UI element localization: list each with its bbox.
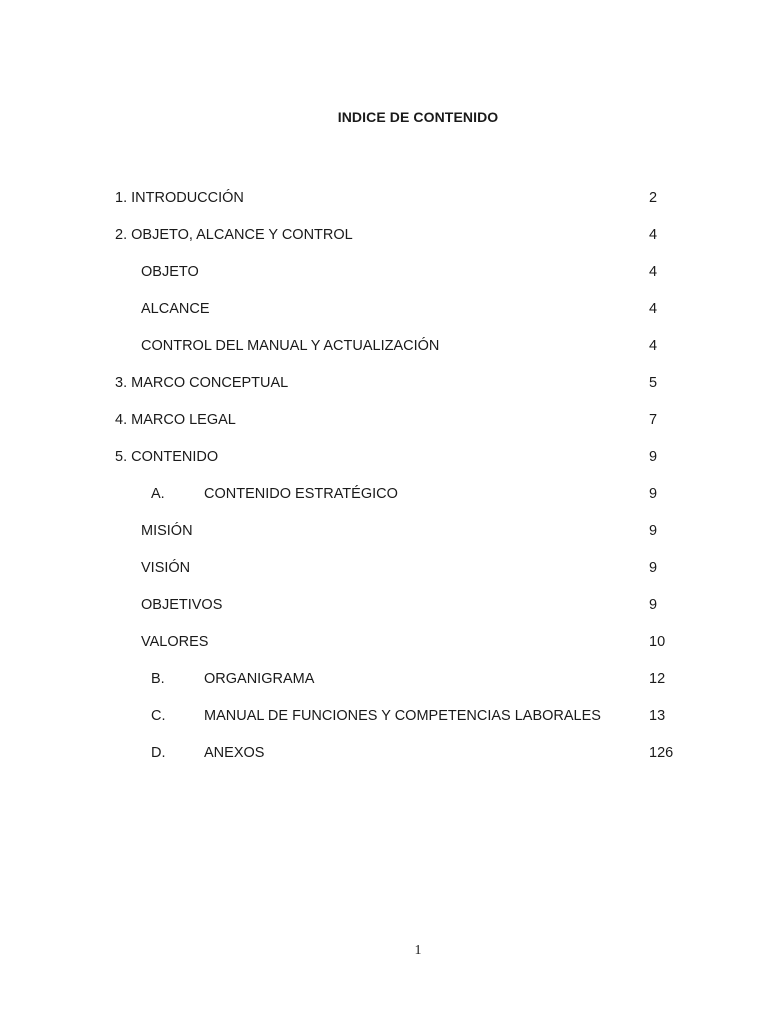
toc-entry-objeto[interactable]: [0, 264, 768, 284]
toc-entry-letter: C.: [151, 708, 166, 724]
toc-entry-valores[interactable]: [0, 634, 768, 654]
toc-entry-page: 7: [649, 412, 658, 428]
toc-entry-page: 2: [649, 190, 658, 206]
toc-entry-label: 5. CONTENIDO: [115, 449, 219, 465]
toc-entry-letter: A.: [151, 486, 165, 502]
toc-entry-marco-legal[interactable]: [0, 412, 768, 432]
toc-entry-label: 4. MARCO LEGAL: [115, 412, 236, 428]
toc-entry-objeto-alcance-control[interactable]: [0, 227, 768, 247]
page-title: INDICE DE CONTENIDO: [337, 109, 499, 125]
toc-entry-letter: D.: [151, 745, 166, 761]
toc-entry-label: 1. INTRODUCCIÓN: [115, 190, 244, 206]
toc-entry-label: CONTENIDO ESTRATÉGICO: [204, 486, 398, 502]
toc-entry-control-manual[interactable]: [0, 338, 768, 358]
toc-entry-page: 4: [649, 264, 658, 280]
toc-entry-label: ALCANCE: [141, 301, 210, 317]
toc-entry-page: 9: [649, 523, 658, 539]
toc-entry-introduccion[interactable]: [0, 190, 768, 210]
toc-entry-label: VISIÓN: [141, 560, 191, 576]
toc-entry-organigrama[interactable]: [0, 671, 768, 691]
toc-entry-label: ORGANIGRAMA: [204, 671, 315, 687]
toc-entry-contenido-estrategico[interactable]: [0, 486, 768, 506]
toc-entry-objetivos[interactable]: [0, 597, 768, 617]
toc-entry-label: 2. OBJETO, ALCANCE Y CONTROL: [115, 227, 353, 243]
toc-entry-vision[interactable]: [0, 560, 768, 580]
toc-entry-label: MISIÓN: [141, 523, 193, 539]
toc-entry-label: 3. MARCO CONCEPTUAL: [115, 375, 289, 391]
toc-entry-marco-conceptual[interactable]: [0, 375, 768, 395]
toc-entry-page: 9: [649, 486, 658, 502]
toc-entry-page: 9: [649, 560, 658, 576]
toc-entry-manual-funciones[interactable]: [0, 708, 768, 728]
toc-entry-page: 4: [649, 301, 658, 317]
toc-entry-page: 4: [649, 338, 658, 354]
toc-entry-label: MANUAL DE FUNCIONES Y COMPETENCIAS LABORALES: [204, 708, 601, 724]
toc-entry-page: 9: [649, 597, 658, 613]
toc-entry-label: CONTROL DEL MANUAL Y ACTUALIZACIÓN: [141, 338, 440, 354]
toc-entry-label: ANEXOS: [204, 745, 265, 761]
toc-entry-page: 9: [649, 449, 658, 465]
toc-entry-page: 12: [649, 671, 666, 687]
toc-entry-letter: B.: [151, 671, 165, 687]
toc-entry-label: OBJETIVOS: [141, 597, 223, 613]
toc-entry-page: 4: [649, 227, 658, 243]
toc-entry-page: 5: [649, 375, 658, 391]
toc-entry-label: VALORES: [141, 634, 209, 650]
toc-entry-page: 10: [649, 634, 666, 650]
toc-entry-contenido[interactable]: [0, 449, 768, 469]
toc-entry-anexos[interactable]: [0, 745, 768, 765]
toc-entry-alcance[interactable]: [0, 301, 768, 321]
toc-entry-page: 13: [649, 708, 666, 724]
toc-entry-label: OBJETO: [141, 264, 199, 280]
toc-entry-mision[interactable]: [0, 523, 768, 543]
page-number: 1: [414, 943, 422, 958]
toc-entry-page: 126: [649, 745, 674, 761]
